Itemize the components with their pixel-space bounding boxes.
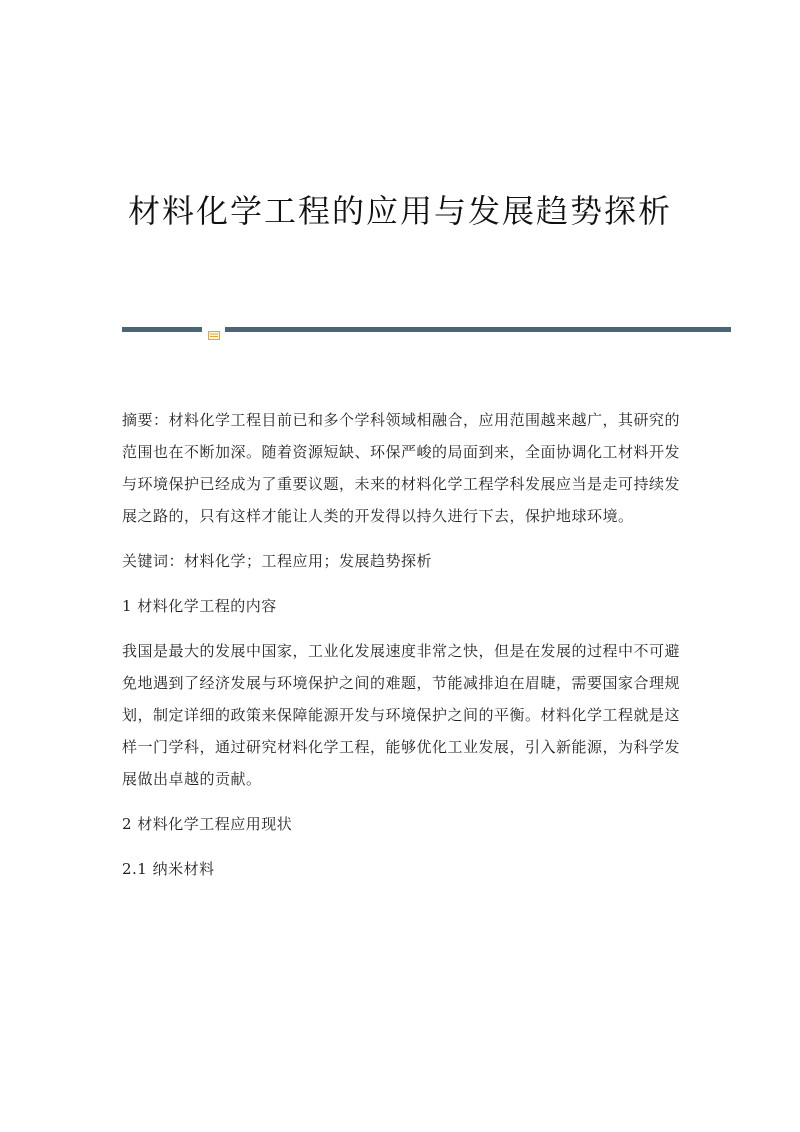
abstract-paragraph: 摘要：材料化学工程目前已和多个学科领域相融合，应用范围越来越广，其研究的范围也在不断加深。随着资源短缺、环保严峻的局面到来，全面协调化工材料开发与环境保护已经成为了重要议题，未来的材料化学工程学科发展应当是走可持续发展之路的，只有这样才能让人类的开发得以持久进行下去，保护地球环境。 [122,411,681,525]
section-1-paragraph: 我国是最大的发展中国家，工业化发展速度非常之快，但是在发展的过程中不可避免地遇到了经济发展与环境保护之间的难题，节能减排迫在眉睫，需要国家合理规划，制定详细的政策来保障能源开发与环境保护之间的平衡。材料化学工程就是这样一门学科，通过研究材料化学工程，能够优化工业发展，引入新能源，为科学发展做出卓越的贡献。 [122,642,681,788]
section-1-heading: 1 材料化学工程的内容 [122,597,277,615]
pencil-note-icon [208,325,220,334]
page-title: 材料化学工程的应用与发展趋势探析 [127,192,672,230]
divider-bar-left [122,327,202,332]
document-body [122,404,680,898]
keywords-line: 关键词：材料化学；工程应用；发展趋势探析 [122,552,433,570]
section-2-heading: 2 材料化学工程应用现状 [122,815,293,833]
title-divider [122,325,731,333]
divider-bar-right [225,327,731,332]
section-2-1-heading: 2.1 纳米材料 [122,860,215,878]
